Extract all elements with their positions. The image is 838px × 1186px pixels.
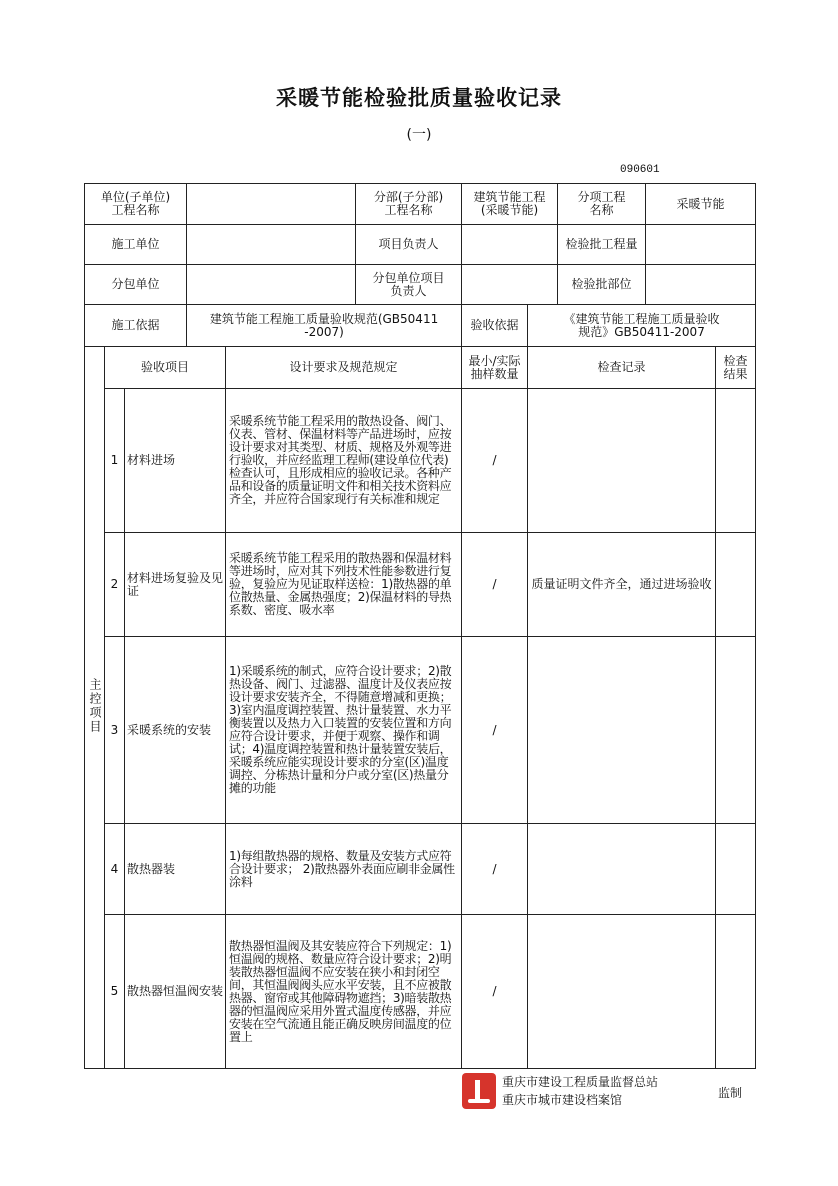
pm-label: 项目负责人: [356, 225, 462, 265]
item-record[interactable]: [528, 915, 716, 1069]
table-row: [85, 389, 756, 533]
subcontractor-label: 分包单位: [85, 265, 187, 305]
item-record[interactable]: 质量证明文件齐全，通过进场验收: [528, 533, 716, 637]
item-record[interactable]: [528, 637, 716, 824]
table-row: [85, 824, 756, 915]
item-sample[interactable]: /: [462, 533, 528, 637]
org-archives: 重庆市城市建设档案馆: [502, 1093, 623, 1107]
basis-value[interactable]: 建筑节能工程施工质量验收规范(GB50411 -2007): [187, 305, 462, 347]
item-spec: 1)采暖系统的制式，应符合设计要求；2)散热设备、阀门、过滤器、温度计及仪表应按设计要求安装齐全，不得随意增减和更换；3)室内温度调控装置、热计量装置、水力平衡装置以及热力入口装置的安装位置和方向应符合设计要求，并便于观察、操作和调试；4)温度调控装置和热计量装置安装后，采暖系统应能实现设计要求的分室(区)温度调控、分栋热计量和分户或分室(区)热量分摊的功能: [226, 637, 462, 824]
item-spec: 采暖系统节能工程采用的散热器和保温材料等进场时，应对其下列技术性能参数进行复验，复验应为见证取样送检：1)散热器的单位散热量、金属热强度；2)保温材料的导热系数、密度、吸水率: [226, 533, 462, 637]
contractor-label: 施工单位: [85, 225, 187, 265]
pm-value[interactable]: [462, 225, 558, 265]
supervise-label: 监制: [718, 1086, 743, 1100]
inspection-table: [84, 183, 756, 1069]
item-result[interactable]: [716, 915, 756, 1069]
item-name: 材料进场: [125, 389, 226, 533]
item-sample[interactable]: /: [462, 637, 528, 824]
table-row: [85, 533, 756, 637]
item-result[interactable]: [716, 533, 756, 637]
batch-loc-label: 检验批部位: [558, 265, 646, 305]
item-sample[interactable]: /: [462, 915, 528, 1069]
unit-label: 单位(子单位) 工程名称: [85, 184, 187, 225]
item-spec: 散热器恒温阀及其安装应符合下列规定：1)恒温阀的规格、数量应符合设计要求；2)明装散热器恒温阀不应安装在狭小和封闭空间，其恒温阀阀头应水平安装，且不应被散热器、窗帘或其他障碍物遮挡；3)暗装散热器的恒温阀应采用外置式温度传感器，并应安装在空气流通且能正确反映房间温度的位置上: [226, 915, 462, 1069]
item-no: 2: [105, 533, 125, 637]
sub-pm-value[interactable]: [462, 265, 558, 305]
batch-qty-value[interactable]: [646, 225, 756, 265]
form-code: 090601: [620, 164, 660, 176]
col-sample-header: 最小/实际 抽样数量: [462, 347, 528, 389]
col-record-header: 检查记录: [528, 347, 716, 389]
item-no: 4: [105, 824, 125, 915]
group-text: 主控项目: [88, 678, 102, 734]
item-no: 5: [105, 915, 125, 1069]
subitem-label: 分项工程 名称: [558, 184, 646, 225]
item-name: 散热器恒温阀安装: [125, 915, 226, 1069]
footer: [462, 1073, 658, 1109]
item-result[interactable]: [716, 637, 756, 824]
subcontractor-value[interactable]: [187, 265, 356, 305]
page-subtitle: (一): [406, 127, 432, 143]
item-record[interactable]: [528, 824, 716, 915]
batch-qty-label: 检验批工程量: [558, 225, 646, 265]
table-row: [85, 637, 756, 824]
item-name: 散热器装: [125, 824, 226, 915]
item-name: 采暖系统的安装: [125, 637, 226, 824]
building-logo-icon: [462, 1073, 496, 1109]
item-record[interactable]: [528, 389, 716, 533]
main-control-group-label: [85, 347, 105, 1069]
accept-basis-label: 验收依据: [462, 305, 528, 347]
basis-label: 施工依据: [85, 305, 187, 347]
col-spec-header: 设计要求及规范规定: [226, 347, 462, 389]
item-sample[interactable]: /: [462, 824, 528, 915]
sub-pm-label: 分包单位项目 负责人: [356, 265, 462, 305]
division-value[interactable]: 建筑节能工程 (采暖节能): [462, 184, 558, 225]
contractor-value[interactable]: [187, 225, 356, 265]
org-quality-station: 重庆市建设工程质量监督总站: [502, 1075, 659, 1089]
item-result[interactable]: [716, 824, 756, 915]
item-result[interactable]: [716, 389, 756, 533]
division-label: 分部(子分部) 工程名称: [356, 184, 462, 225]
item-spec: 1)每组散热器的规格、数量及安装方式应符合设计要求； 2)散热器外表面应刷非金属性涂料: [226, 824, 462, 915]
col-item-header: 验收项目: [105, 347, 226, 389]
item-no: 1: [105, 389, 125, 533]
item-spec: 采暖系统节能工程采用的散热设备、阀门、仪表、管材、保温材料等产品进场时，应按设计要求对其类型、材质、规格及外观等进行验收，并应经监理工程师(建设单位代表)检查认可，且形成相应的验收记录。各种产品和设备的质量证明文件和相关技术资料应齐全，并应符合国家现行有关标准和规定: [226, 389, 462, 533]
accept-basis-value[interactable]: 《建筑节能工程施工质量验收 规范》GB50411-2007: [528, 305, 756, 347]
item-name: 材料进场复验及见证: [125, 533, 226, 637]
col-result-header: 检查 结果: [716, 347, 756, 389]
subitem-value[interactable]: 采暖节能: [646, 184, 756, 225]
item-sample[interactable]: /: [462, 389, 528, 533]
page-title: 采暖节能检验批质量验收记录: [276, 86, 562, 110]
batch-loc-value[interactable]: [646, 265, 756, 305]
item-no: 3: [105, 637, 125, 824]
table-row: [85, 915, 756, 1069]
unit-value[interactable]: [187, 184, 356, 225]
